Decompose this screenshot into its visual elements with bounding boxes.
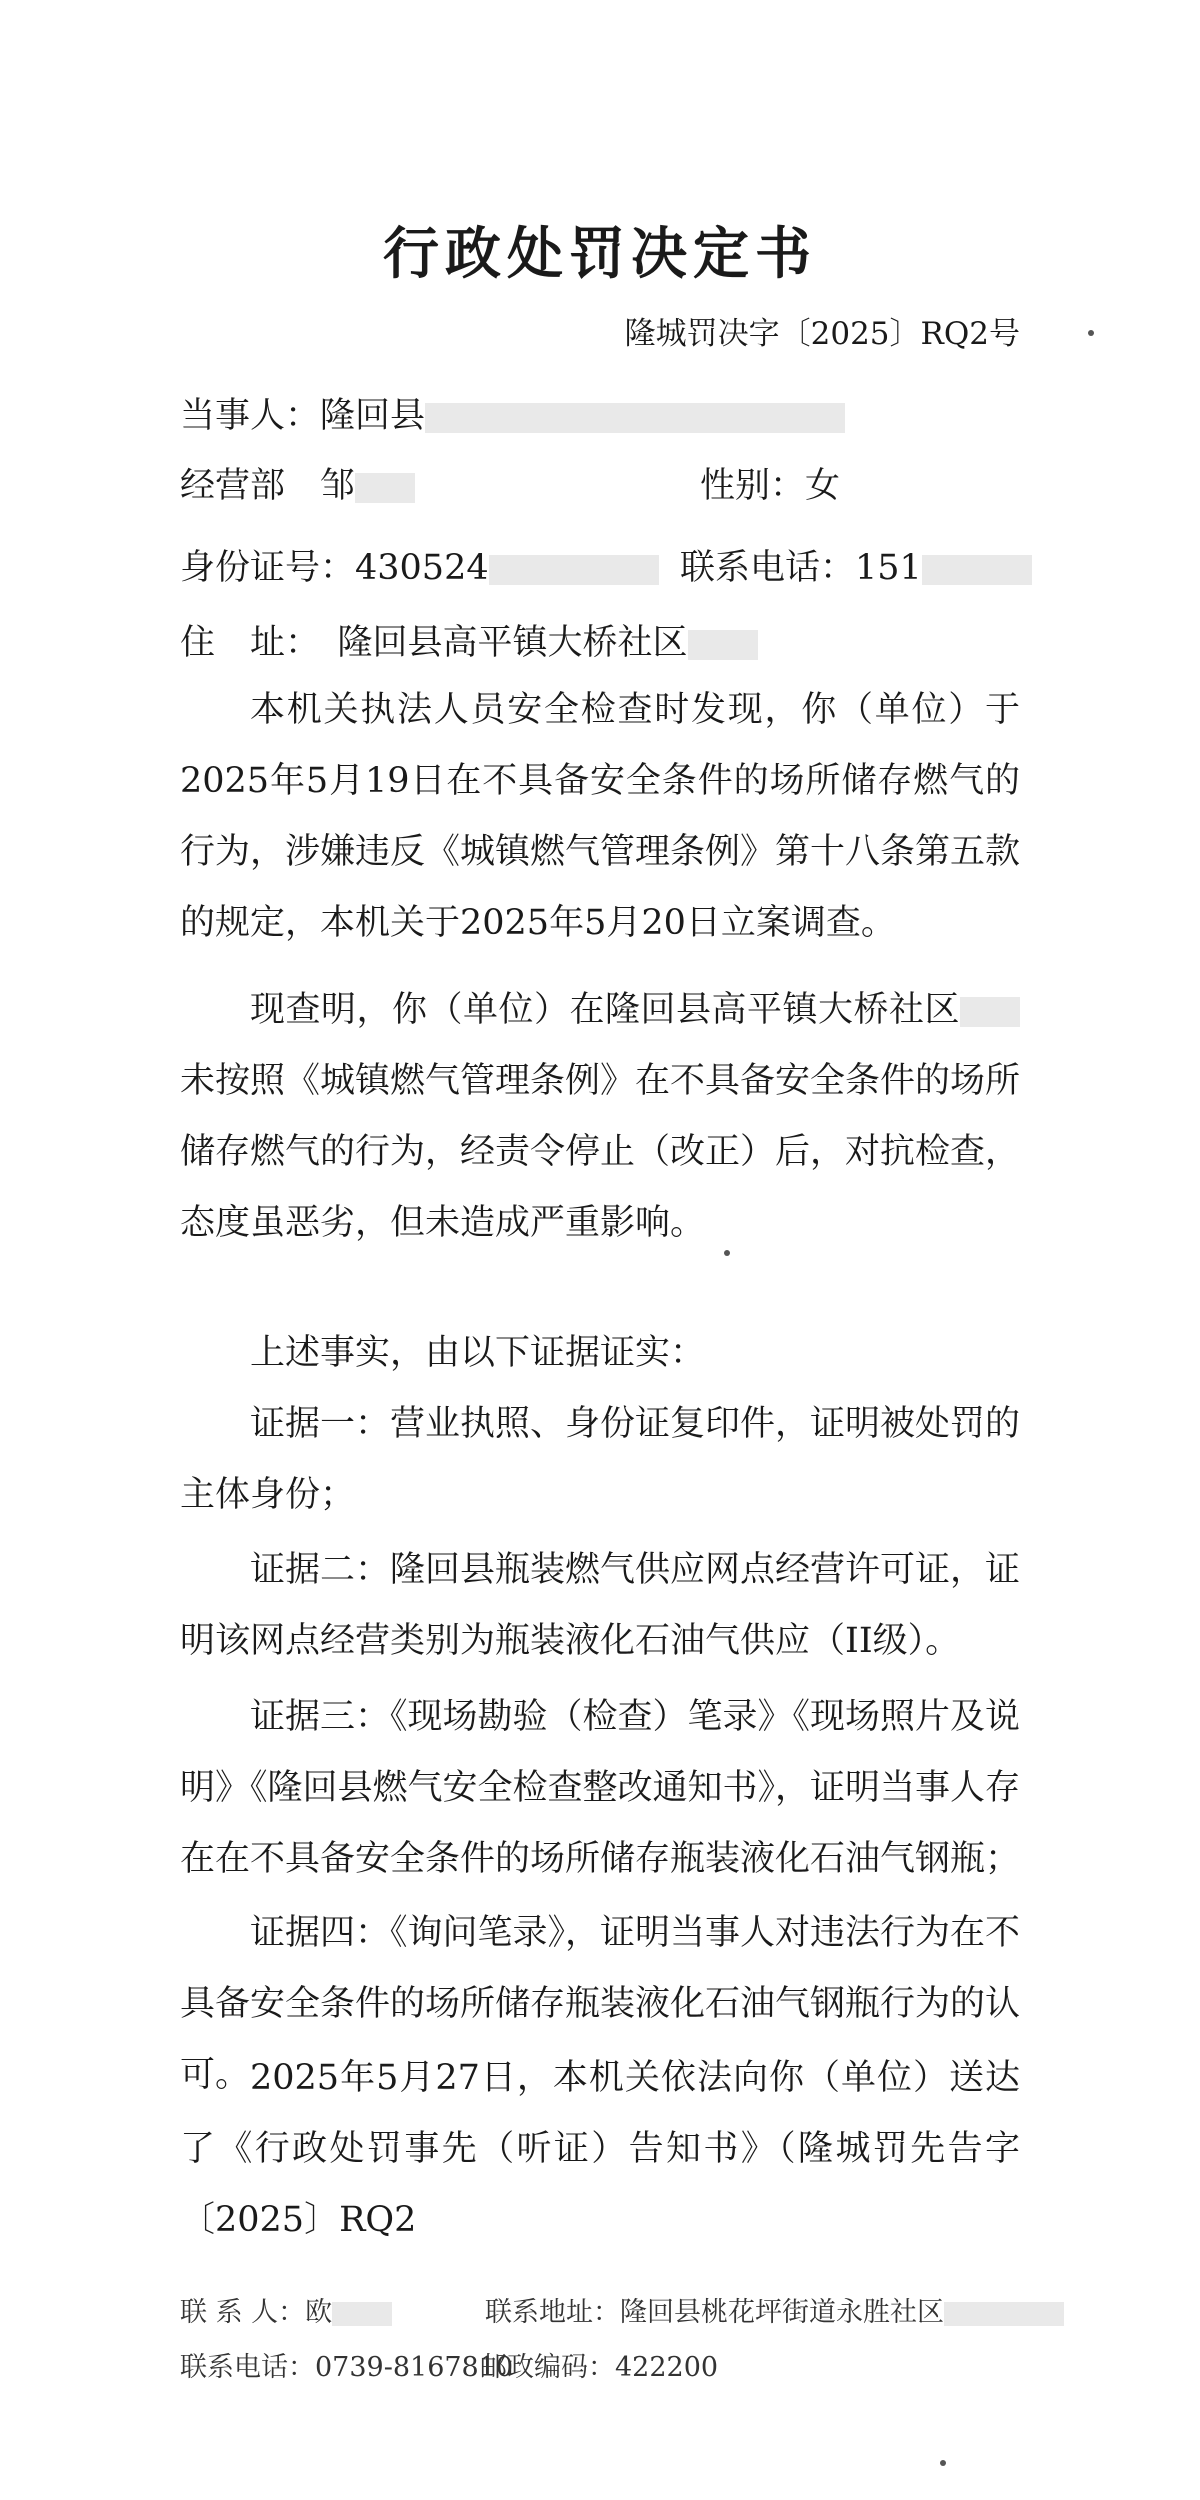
phone-label: 联系电话：151 [680,548,922,588]
redacted-block [922,555,1032,585]
findings-end: 未按照《城镇燃气管理条例》在不具备安全条件的场所储存燃气的行为，经责令停止（改正）后，对抗检查，态度虽恶劣，但未造成严重影响。 [180,1061,1021,1243]
paragraph-evidence-3: 证据三：《现场勘验（检查）笔录》《现场照片及说明》《隆回县燃气安全检查整改通知书》，证明当事人存在在不具备安全条件的场所储存瓶装液化石油气钢瓶； [180,1697,1021,1879]
redacted-block [944,2302,1064,2326]
redacted-block [688,630,758,660]
paragraph-evidence-intro: 上述事实，由以下证据证实： [250,1333,706,1373]
party-name: 隆回县 [320,396,426,436]
address-value: 隆回县高平镇大桥社区 [337,623,688,663]
paragraph-notice: 2025年5月27日，本机关依法向你（单位）送达了《行政处罚事先（听证）告知书》（隆城罚先告字〔2025〕RQ2 [180,2058,1020,2240]
paragraph-evidence-4: 证据四：《询问笔录》，证明当事人对违法行为在不具备安全条件的场所储存瓶装液化石油气钢瓶行为的认可。 [180,1913,1021,2095]
party-line [180,388,845,438]
redacted-block [960,997,1020,1027]
scan-speck [1088,330,1094,336]
address-line [180,615,758,665]
footer-contact-address [485,2290,1064,2329]
redacted-block [489,555,659,585]
redacted-block [332,2302,392,2326]
document-title: 行政处罚决定书 [383,221,817,287]
paragraph-evidence-2: 证据二：隆回县瓶装燃气供应网点经营许可证，证明该网点经营类别为瓶装液化石油气供应（II级）。 [180,1550,1021,1661]
redacted-block [425,403,845,433]
party-name-cont: 经营部 [180,466,286,506]
id-line [180,540,659,590]
footer-contact-phone: 联系电话：0739-8167810 [180,2352,514,2383]
id-label: 身份证号：430524 [180,548,489,588]
party-label: 当事人： [180,396,321,436]
footer-contact-person [180,2290,392,2329]
contact-address: 联系地址：隆回县桃花坪街道永胜社区 [485,2297,944,2328]
scan-speck [724,1250,730,1256]
person-name: 邹 [320,466,356,506]
findings-start: 现查明，你（单位）在隆回县高平镇大桥社区 [250,990,960,1030]
scan-speck [940,2460,946,2466]
party-line-2 [180,458,415,508]
paragraph-evidence-1: 证据一：营业执照、身份证复印件，证明被处罚的主体身份； [180,1404,1021,1515]
paragraph-findings [180,975,1020,1259]
footer-postal-code: 邮政编码：422200 [480,2352,719,2383]
paragraph-discovery: 本机关执法人员安全检查时发现，你（单位）于2025年5月19日在不具备安全条件的场所储存燃气的行为，涉嫌违反《城镇燃气管理条例》第十八条第五款的规定，本机关于2025年5月20日立案调查。 [180,690,1021,943]
address-label: 住 址： [180,623,303,663]
document-number: 隆城罚决字〔2025〕RQ2号 [624,316,1020,352]
contact-person: 联 系 人：欧 [180,2297,333,2328]
phone-line [680,540,1032,590]
gender: 性别：女 [700,466,841,506]
redacted-block [355,473,415,503]
